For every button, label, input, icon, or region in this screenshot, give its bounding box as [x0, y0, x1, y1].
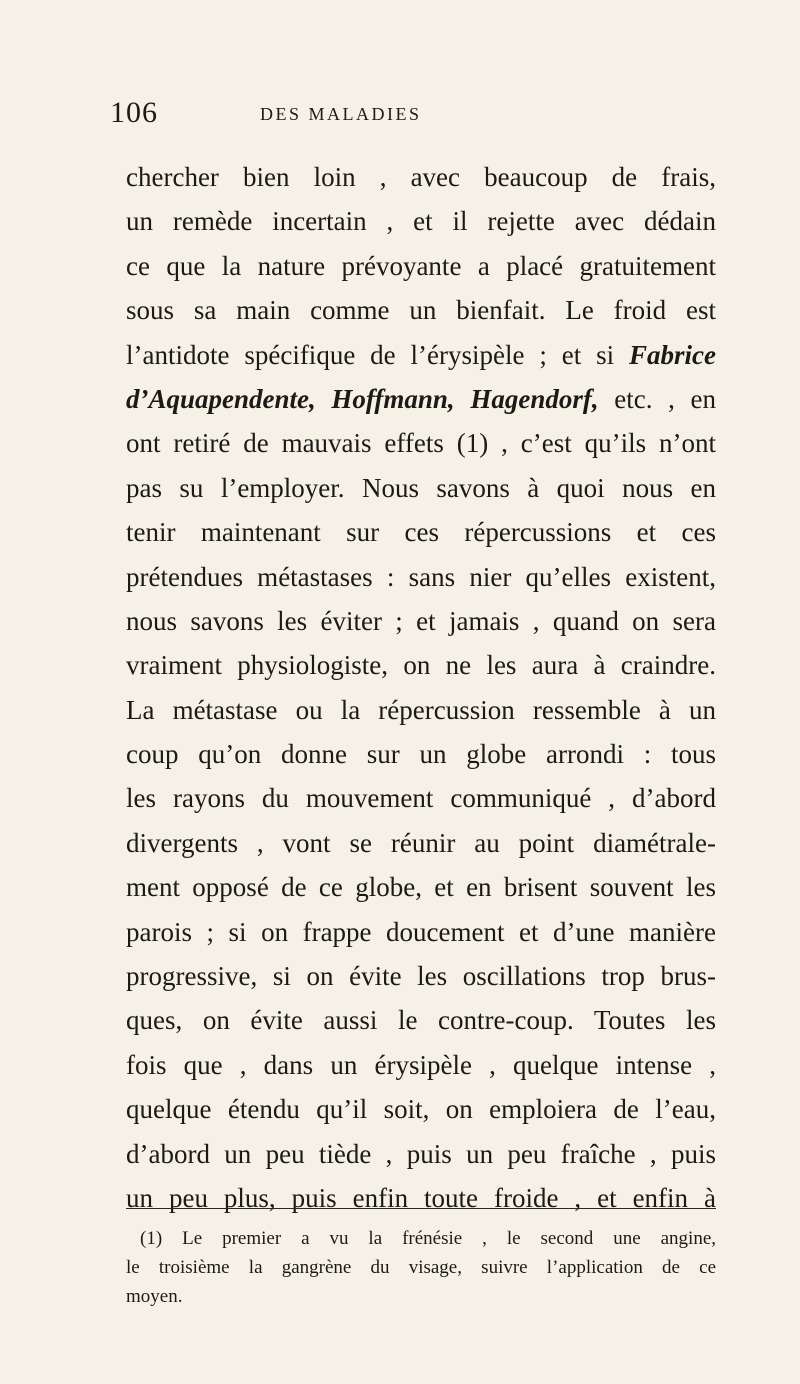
text-line: tenir maintenant sur ces répercussions et ces — [126, 517, 716, 548]
running-head — [110, 96, 710, 130]
text-line: un peu plus, puis enfin toute froide , et enfin à — [126, 1182, 716, 1213]
text-line: vraiment physiologiste, on ne les aura à craindre. — [126, 650, 716, 681]
footnote — [126, 1224, 716, 1311]
author-names: d’Aquapendente, Hoffmann, Hagendorf, — [126, 383, 599, 414]
text-line: ont retiré de mauvais effets (1) , c’est qu’ils n’ont — [126, 428, 716, 459]
text-line: coup qu’on donne sur un globe arrondi : tous — [126, 739, 716, 770]
text-line: quelque étendu qu’il soit, on emploiera de l’eau, — [126, 1094, 716, 1125]
text-line: progressive, si on évite les oscillations trop brus- — [126, 961, 716, 992]
text-line: La métastase ou la répercussion ressemble à un — [126, 694, 716, 725]
text-line: un remède incertain , et il rejette avec dédain — [126, 206, 716, 237]
text-line — [126, 377, 716, 421]
text-line: sous sa main comme un bienfait. Le froid est — [126, 295, 716, 326]
text-line — [126, 333, 716, 377]
text-line: les rayons du mouvement communiqué , d’abord — [126, 783, 716, 814]
footnote-line: moyen. — [126, 1286, 183, 1307]
text-line: pas su l’employer. Nous savons à quoi nous en — [126, 472, 716, 503]
text-line: parois ; si on frappe doucement et d’une manière — [126, 916, 716, 947]
body-text — [126, 155, 716, 1220]
running-title: DES MALADIES — [260, 104, 422, 124]
text-line: nous savons les éviter ; et jamais , quand on sera — [126, 605, 716, 636]
page-number: 106 — [110, 96, 158, 129]
text-line: fois que , dans un érysipèle , quelque intense , — [126, 1049, 716, 1080]
text-line: ment opposé de ce globe, et en brisent souvent les — [126, 872, 716, 903]
text-segment: etc. , en — [614, 383, 717, 414]
footnote-line: le troisième la gangrène du visage, suivre l’application de ce — [126, 1257, 716, 1278]
text-line: d’abord un peu tiède , puis un peu fraîche , puis — [126, 1138, 716, 1169]
text-line: ce que la nature prévoyante a placé gratuitement — [126, 250, 716, 281]
text-line: prétendues métastases : sans nier qu’elles existent, — [126, 561, 716, 592]
text-segment: l’antidote spécifique de l’érysipèle ; et si — [126, 339, 615, 370]
text-line: chercher bien loin , avec beaucoup de frais, — [126, 162, 716, 192]
text-line: divergents , vont se réunir au point diamétrale- — [126, 827, 716, 858]
footnote-divider — [126, 1208, 716, 1209]
author-name-fabrice: Fabrice — [629, 339, 717, 370]
text-line: ques, on évite aussi le contre-coup. Toutes les — [126, 1005, 716, 1036]
footnote-line: (1) Le premier a vu la frénésie , le second une angine, — [140, 1228, 716, 1249]
